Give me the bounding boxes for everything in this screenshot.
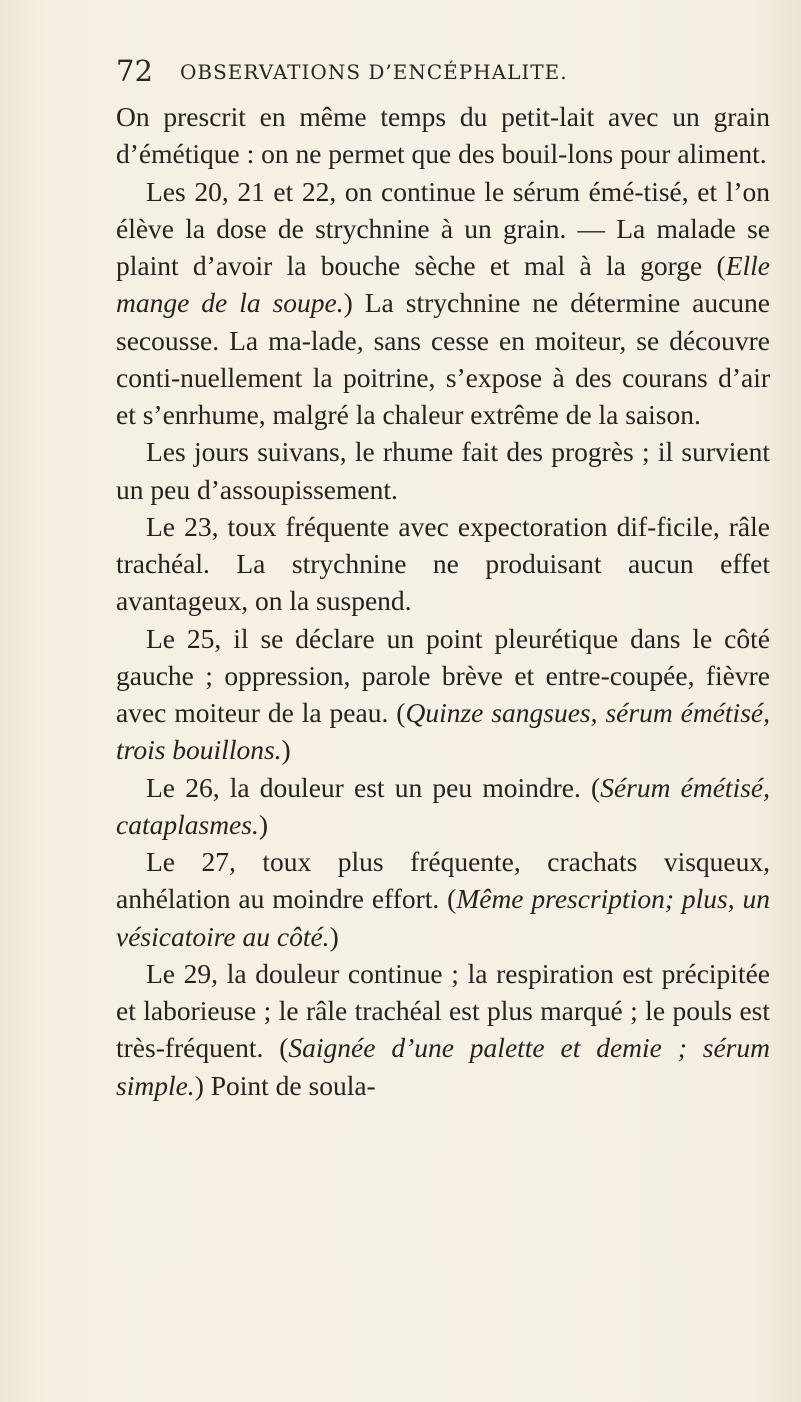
paragraph-italic-text: Sérum émétisé, cataplasmes. [116, 771, 770, 840]
paragraph [116, 955, 770, 1104]
paragraph-text: Le 25, il se déclare un point pleurétique dans le côté gauche ; oppression, parole brève et entre-coupée, fièvre avec moiteur de la peau. ( [116, 622, 770, 728]
paragraph-text: ) [281, 734, 291, 766]
paragraph [116, 769, 770, 844]
paragraph-text: On prescrit en même temps du petit-lait avec un grain d’émétique : on ne permet que des bouil-lons pour aliment. [116, 101, 770, 170]
body-text [116, 98, 770, 1104]
paragraph-italic-text: Elle mange de la soupe. [116, 250, 770, 319]
paragraph-text: Le 29, la douleur continue ; la respiration est précipitée et laborieuse ; le râle trachéal est plus marqué ; le pouls est très-fréquent. ( [116, 957, 770, 1064]
paragraph-text: ) La strychnine ne détermine aucune secousse. La ma-lade, sans cesse en moiteur, se découvre conti-nuellement la poitrine, s’expose à des courans d’air et s’enrhume, malgré la chaleur extrême de la saison. [116, 287, 770, 430]
paragraph-text: ) Point de soula- [194, 1069, 376, 1101]
paragraph-text: Le 26, la douleur est un peu moindre. ( [146, 771, 601, 803]
paragraph-text: Les 20, 21 et 22, on continue le sérum émé-tisé, et l’on élève la dose de strychnine à un grain. — La malade se plaint d’avoir la bouche sèche et mal à la gorge ( [116, 175, 770, 281]
paragraph-text: Le 23, toux fréquente avec expectoration dif-ficile, râle trachéal. La strychnine ne produisant aucun effet avantageux, on la suspend. [116, 510, 770, 617]
paragraph-text: Les jours suivans, le rhume fait des progrès ; il survient un peu d’assoupissement. [116, 436, 770, 505]
page-number: 72 [116, 54, 153, 88]
paragraph-italic-text: Même prescription; plus, un vésicatoire au côté. [116, 883, 770, 952]
paragraph [116, 508, 770, 620]
paragraph [116, 98, 770, 173]
page-header [116, 50, 776, 90]
paragraph [116, 173, 770, 434]
paragraph [116, 843, 770, 955]
paragraph [116, 433, 770, 508]
paragraph-text: Le 27, toux plus fréquente, crachats visqueux, anhélation au moindre effort. ( [116, 846, 770, 915]
paragraph [116, 620, 770, 769]
paragraph-italic-text: Quinze sangsues, sérum émétisé, trois bouillons. [116, 697, 770, 766]
paragraph-text: ) [329, 920, 339, 952]
paragraph-italic-text: Saignée d’une palette et demie ; sérum simple. [116, 1032, 770, 1101]
paragraph-text: ) [258, 808, 269, 840]
running-head: OBSERVATIONS D’ENCÉPHALITE. [180, 60, 568, 84]
